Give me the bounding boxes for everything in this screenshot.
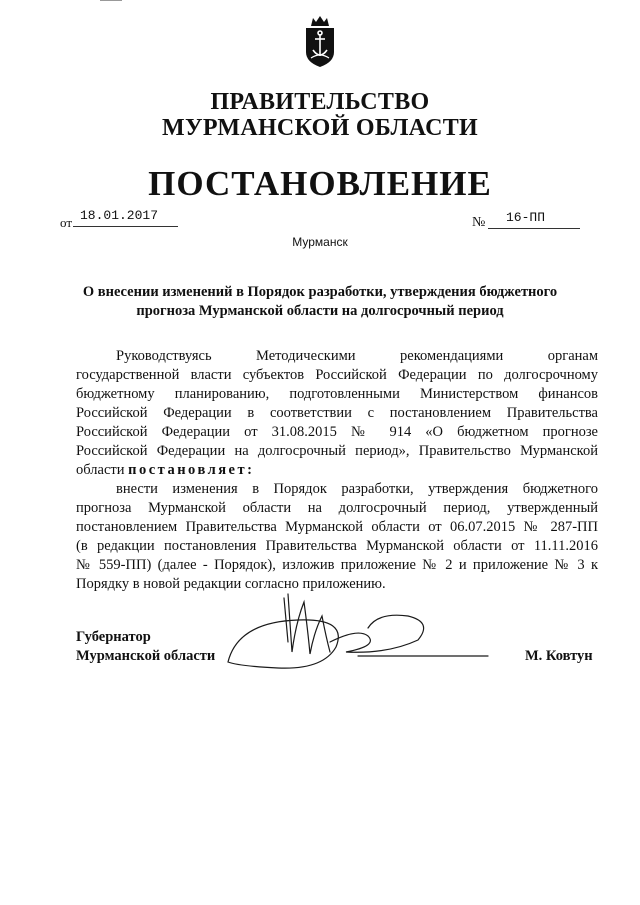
number-prefix: № <box>472 215 486 230</box>
date-prefix: от <box>60 215 73 230</box>
body-line: Российской Федерации на долгосрочный период», Правительство Мурманской <box>76 443 598 459</box>
subject-line: прогноза Мурманской области на долгосрочный период <box>136 303 504 319</box>
document-date: 18.01.2017 <box>80 208 159 223</box>
handwritten-signature <box>218 592 508 672</box>
date-underline <box>73 226 178 227</box>
document-number: 16-ПП <box>506 210 546 225</box>
subject-line: О внесении изменений в Порядок разработки, утверждения бюджетного <box>82 284 558 300</box>
body-line: государственной власти субъектов Российской Федерации по долгосрочному <box>76 367 598 383</box>
scan-mark <box>100 0 122 1</box>
body-line: постановлением Правительства Мурманской области от 06.07.2015 № 287-ПП <box>76 519 598 535</box>
body-line: внести изменения в Порядок разработки, утверждения бюджетного <box>116 481 598 497</box>
resolution-keyword: постановляет: <box>128 462 255 478</box>
signatory-region: Мурманской области <box>76 648 216 664</box>
coat-of-arms-icon <box>302 12 338 68</box>
body-line: Российской Федерации от 31.08.2015 № 914 «О бюджетном прогнозе <box>76 424 598 440</box>
document-type: ПОСТАНОВЛЕНИЕ <box>148 164 492 203</box>
body-line: Руководствуясь Методическими рекомендациями органам <box>116 348 598 364</box>
city: Мурманск <box>292 235 348 249</box>
body-line: прогноза Мурманской области на долгосрочный период, утвержденный <box>76 500 598 516</box>
signatory-title: Губернатор <box>76 629 151 645</box>
body-line <box>76 461 254 480</box>
government-title: ПРАВИТЕЛЬСТВО <box>210 89 430 115</box>
body-line: (в редакции постановления Правительства Мурманской области от 11.11.2016 <box>76 538 598 554</box>
body-line: Российской Федерации в соответствии с постановлением Правительства <box>76 405 598 421</box>
body-line: № 559-ПП) (далее - Порядок), изложив приложение № 2 и приложение № 3 к <box>76 557 598 573</box>
government-region: МУРМАНСКОЙ ОБЛАСТИ <box>162 115 478 141</box>
body-line: Порядку в новой редакции согласно приложению. <box>76 576 386 592</box>
signatory-name: М. Ковтун <box>525 648 593 664</box>
number-underline <box>488 228 580 229</box>
body-line: бюджетному планированию, подготовленными Министерством финансов <box>76 386 598 402</box>
body-text: области <box>76 462 125 478</box>
